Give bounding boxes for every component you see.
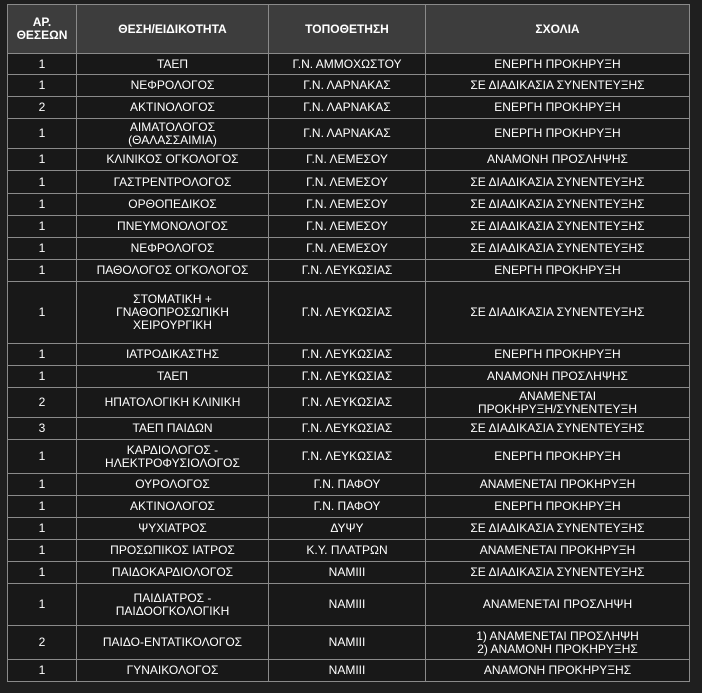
cell-comment: ΑΝΑΜΟΝΗ ΠΡΟΣΛΗΨΗΣ: [426, 366, 690, 388]
table-row: [8, 518, 690, 540]
cell-location: ΝΑΜΙΙΙ: [269, 660, 426, 682]
table-row: [8, 496, 690, 518]
cell-comment: ΣΕ ΔΙΑΔΙΚΑΣΙΑ ΣΥΝΕΝΤΕΥΞΗΣ: [426, 562, 690, 584]
header-row: [8, 5, 690, 54]
cell-location: Γ.Ν. ΛΕΥΚΩΣΙΑΣ: [269, 282, 426, 344]
cell-position: ΝΕΦΡΟΛΟΓΟΣ: [77, 238, 269, 260]
cell-count: 1: [8, 562, 77, 584]
table-row: [8, 97, 690, 119]
cell-position: ΠΡΟΣΩΠΙΚΟΣ ΙΑΤΡΟΣ: [77, 540, 269, 562]
cell-position: ΨΥΧΙΑΤΡΟΣ: [77, 518, 269, 540]
cell-count: 1: [8, 216, 77, 238]
cell-location: Γ.Ν. ΠΑΦΟΥ: [269, 496, 426, 518]
cell-comment: 1) ΑΝΑΜΕΝΕΤΑΙ ΠΡΟΣΛΗΨΗ 2) ΑΝΑΜΟΝΗ ΠΡΟΚΗΡΥΞΗΣ: [426, 626, 690, 660]
table-row: [8, 584, 690, 626]
cell-count: 1: [8, 540, 77, 562]
cell-position: ΑΚΤΙΝΟΛΟΓΟΣ: [77, 97, 269, 119]
cell-position: ΑΚΤΙΝΟΛΟΓΟΣ: [77, 496, 269, 518]
table-row: [8, 562, 690, 584]
cell-position: ΠΑΙΔΟ-ΕΝΤΑΤΙΚΟΛΟΓΟΣ: [77, 626, 269, 660]
cell-position: ΠΑΘΟΛΟΓΟΣ ΟΓΚΟΛΟΓΟΣ: [77, 260, 269, 282]
table-row: [8, 660, 690, 682]
table-body: [8, 54, 690, 682]
table-row: [8, 149, 690, 171]
cell-position: ΓΑΣΤΡΕΝΤΡΟΛΟΓΟΣ: [77, 171, 269, 194]
cell-count: 2: [8, 626, 77, 660]
header-position: ΘΕΣΗ/ΕΙΔΙΚΟΤΗΤΑ: [77, 5, 269, 54]
cell-location: Γ.Ν. ΑΜΜΟΧΩΣΤΟΥ: [269, 54, 426, 75]
cell-location: ΝΑΜΙΙΙ: [269, 562, 426, 584]
cell-count: 1: [8, 54, 77, 75]
cell-location: ΔΥΨΥ: [269, 518, 426, 540]
cell-count: 1: [8, 366, 77, 388]
cell-count: 1: [8, 584, 77, 626]
cell-comment: ΣΕ ΔΙΑΔΙΚΑΣΙΑ ΣΥΝΕΝΤΕΥΞΗΣ: [426, 518, 690, 540]
cell-location: Γ.Ν. ΛΑΡΝΑΚΑΣ: [269, 119, 426, 149]
table-row: [8, 388, 690, 418]
cell-location: Γ.Ν. ΛΕΥΚΩΣΙΑΣ: [269, 418, 426, 440]
cell-comment: ΕΝΕΡΓΗ ΠΡΟΚΗΡΥΞΗ: [426, 440, 690, 474]
header-count: ΑΡ. ΘΕΣΕΩΝ: [8, 5, 77, 54]
table-row: [8, 119, 690, 149]
cell-location: Γ.Ν. ΛΑΡΝΑΚΑΣ: [269, 75, 426, 97]
table-row: [8, 54, 690, 75]
cell-comment: ΑΝΑΜΟΝΗ ΠΡΟΚΗΡΥΞΗΣ: [426, 660, 690, 682]
cell-position: ΠΝΕΥΜΟΝΟΛΟΓΟΣ: [77, 216, 269, 238]
cell-comment: ΣΕ ΔΙΑΔΙΚΑΣΙΑ ΣΥΝΕΝΤΕΥΞΗΣ: [426, 418, 690, 440]
cell-comment: ΑΝΑΜΕΝΕΤΑΙ ΠΡΟΚΗΡΥΞΗ: [426, 474, 690, 496]
cell-position: ΙΑΤΡΟΔΙΚΑΣΤΗΣ: [77, 344, 269, 366]
cell-location: Γ.Ν. ΛΕΜΕΣΟΥ: [269, 216, 426, 238]
cell-comment: ΣΕ ΔΙΑΔΙΚΑΣΙΑ ΣΥΝΕΝΤΕΥΞΗΣ: [426, 171, 690, 194]
table-row: [8, 418, 690, 440]
cell-location: Γ.Ν. ΛΕΜΕΣΟΥ: [269, 194, 426, 216]
cell-count: 1: [8, 282, 77, 344]
cell-comment: ΑΝΑΜΕΝΕΤΑΙ ΠΡΟΣΛΗΨΗ: [426, 584, 690, 626]
cell-count: 1: [8, 119, 77, 149]
cell-comment: ΕΝΕΡΓΗ ΠΡΟΚΗΡΥΞΗ: [426, 119, 690, 149]
table-row: [8, 238, 690, 260]
cell-location: Γ.Ν. ΛΕΥΚΩΣΙΑΣ: [269, 440, 426, 474]
cell-location: Γ.Ν. ΛΕΜΕΣΟΥ: [269, 238, 426, 260]
cell-location: Γ.Ν. ΛΕΜΕΣΟΥ: [269, 171, 426, 194]
cell-location: Γ.Ν. ΛΕΥΚΩΣΙΑΣ: [269, 344, 426, 366]
table-row: [8, 440, 690, 474]
table-row: [8, 216, 690, 238]
cell-position: ΗΠΑΤΟΛΟΓΙΚΗ ΚΛΙΝΙΚΗ: [77, 388, 269, 418]
cell-comment: ΕΝΕΡΓΗ ΠΡΟΚΗΡΥΞΗ: [426, 54, 690, 75]
cell-count: 1: [8, 149, 77, 171]
header-location: ΤΟΠΟΘΕΤΗΣΗ: [269, 5, 426, 54]
cell-location: Γ.Ν. ΠΑΦΟΥ: [269, 474, 426, 496]
cell-location: Γ.Ν. ΛΕΜΕΣΟΥ: [269, 149, 426, 171]
cell-position: ΤΑΕΠ ΠΑΙΔΩΝ: [77, 418, 269, 440]
cell-comment: ΑΝΑΜΕΝΕΤΑΙ ΠΡΟΚΗΡΥΞΗ: [426, 540, 690, 562]
cell-position: ΠΑΙΔΟΚΑΡΔΙΟΛΟΓΟΣ: [77, 562, 269, 584]
cell-count: 1: [8, 518, 77, 540]
cell-count: 1: [8, 344, 77, 366]
cell-comment: ΣΕ ΔΙΑΔΙΚΑΣΙΑ ΣΥΝΕΝΤΕΥΞΗΣ: [426, 238, 690, 260]
cell-count: 1: [8, 194, 77, 216]
cell-comment: ΑΝΑΜΟΝΗ ΠΡΟΣΛΗΨΗΣ: [426, 149, 690, 171]
cell-position: ΣΤΟΜΑΤΙΚΗ + ΓΝΑΘΟΠΡΟΣΩΠΙΚΗ ΧΕΙΡΟΥΡΓΙΚΗ: [77, 282, 269, 344]
cell-comment: ΕΝΕΡΓΗ ΠΡΟΚΗΡΥΞΗ: [426, 496, 690, 518]
cell-location: Γ.Ν. ΛΕΥΚΩΣΙΑΣ: [269, 388, 426, 418]
cell-count: 1: [8, 474, 77, 496]
cell-location: Γ.Ν. ΛΑΡΝΑΚΑΣ: [269, 97, 426, 119]
table-row: [8, 366, 690, 388]
cell-comment: ΑΝΑΜΕΝΕΤΑΙ ΠΡΟΚΗΡΥΞΗ/ΣΥΝΕΝΤΕΥΞΗ: [426, 388, 690, 418]
cell-location: Γ.Ν. ΛΕΥΚΩΣΙΑΣ: [269, 260, 426, 282]
cell-count: 1: [8, 660, 77, 682]
table-row: [8, 260, 690, 282]
cell-count: 1: [8, 171, 77, 194]
cell-position: ΟΡΘΟΠΕΔΙΚΟΣ: [77, 194, 269, 216]
cell-count: 1: [8, 440, 77, 474]
cell-position: ΝΕΦΡΟΛΟΓΟΣ: [77, 75, 269, 97]
cell-position: ΟΥΡΟΛΟΓΟΣ: [77, 474, 269, 496]
cell-location: ΝΑΜΙΙΙ: [269, 626, 426, 660]
cell-position: ΑΙΜΑΤΟΛΟΓΟΣ (ΘΑΛΑΣΣΑΙΜΙΑ): [77, 119, 269, 149]
cell-position: ΚΑΡΔΙΟΛΟΓΟΣ - ΗΛΕΚΤΡΟΦΥΣΙΟΛΟΓΟΣ: [77, 440, 269, 474]
table-row: [8, 75, 690, 97]
cell-comment: ΕΝΕΡΓΗ ΠΡΟΚΗΡΥΞΗ: [426, 260, 690, 282]
cell-comment: ΣΕ ΔΙΑΔΙΚΑΣΙΑ ΣΥΝΕΝΤΕΥΞΗΣ: [426, 282, 690, 344]
cell-count: 1: [8, 238, 77, 260]
table-row: [8, 474, 690, 496]
cell-count: 1: [8, 496, 77, 518]
cell-position: ΤΑΕΠ: [77, 366, 269, 388]
cell-position: ΓΥΝΑΙΚΟΛΟΓΟΣ: [77, 660, 269, 682]
table-row: [8, 626, 690, 660]
cell-count: 2: [8, 388, 77, 418]
cell-count: 1: [8, 75, 77, 97]
cell-comment: ΣΕ ΔΙΑΔΙΚΑΣΙΑ ΣΥΝΕΝΤΕΥΞΗΣ: [426, 194, 690, 216]
table-row: [8, 194, 690, 216]
cell-count: 2: [8, 97, 77, 119]
table-row: [8, 540, 690, 562]
cell-count: 1: [8, 260, 77, 282]
cell-position: ΤΑΕΠ: [77, 54, 269, 75]
cell-comment: ΣΕ ΔΙΑΔΙΚΑΣΙΑ ΣΥΝΕΝΤΕΥΞΗΣ: [426, 75, 690, 97]
cell-location: Κ.Υ. ΠΛΑΤΡΩΝ: [269, 540, 426, 562]
table-row: [8, 282, 690, 344]
cell-position: ΚΛΙΝΙΚΟΣ ΟΓΚΟΛΟΓΟΣ: [77, 149, 269, 171]
cell-comment: ΕΝΕΡΓΗ ΠΡΟΚΗΡΥΞΗ: [426, 97, 690, 119]
cell-location: ΝΑΜΙΙΙ: [269, 584, 426, 626]
cell-comment: ΕΝΕΡΓΗ ΠΡΟΚΗΡΥΞΗ: [426, 344, 690, 366]
table-row: [8, 171, 690, 194]
cell-location: Γ.Ν. ΛΕΥΚΩΣΙΑΣ: [269, 366, 426, 388]
cell-comment: ΣΕ ΔΙΑΔΙΚΑΣΙΑ ΣΥΝΕΝΤΕΥΞΗΣ: [426, 216, 690, 238]
cell-count: 3: [8, 418, 77, 440]
positions-table: [7, 4, 690, 682]
table-row: [8, 344, 690, 366]
cell-position: ΠΑΙΔΙΑΤΡΟΣ - ΠΑΙΔΟΟΓΚΟΛΟΓΙΚΗ: [77, 584, 269, 626]
header-comments: ΣΧΟΛΙΑ: [426, 5, 690, 54]
